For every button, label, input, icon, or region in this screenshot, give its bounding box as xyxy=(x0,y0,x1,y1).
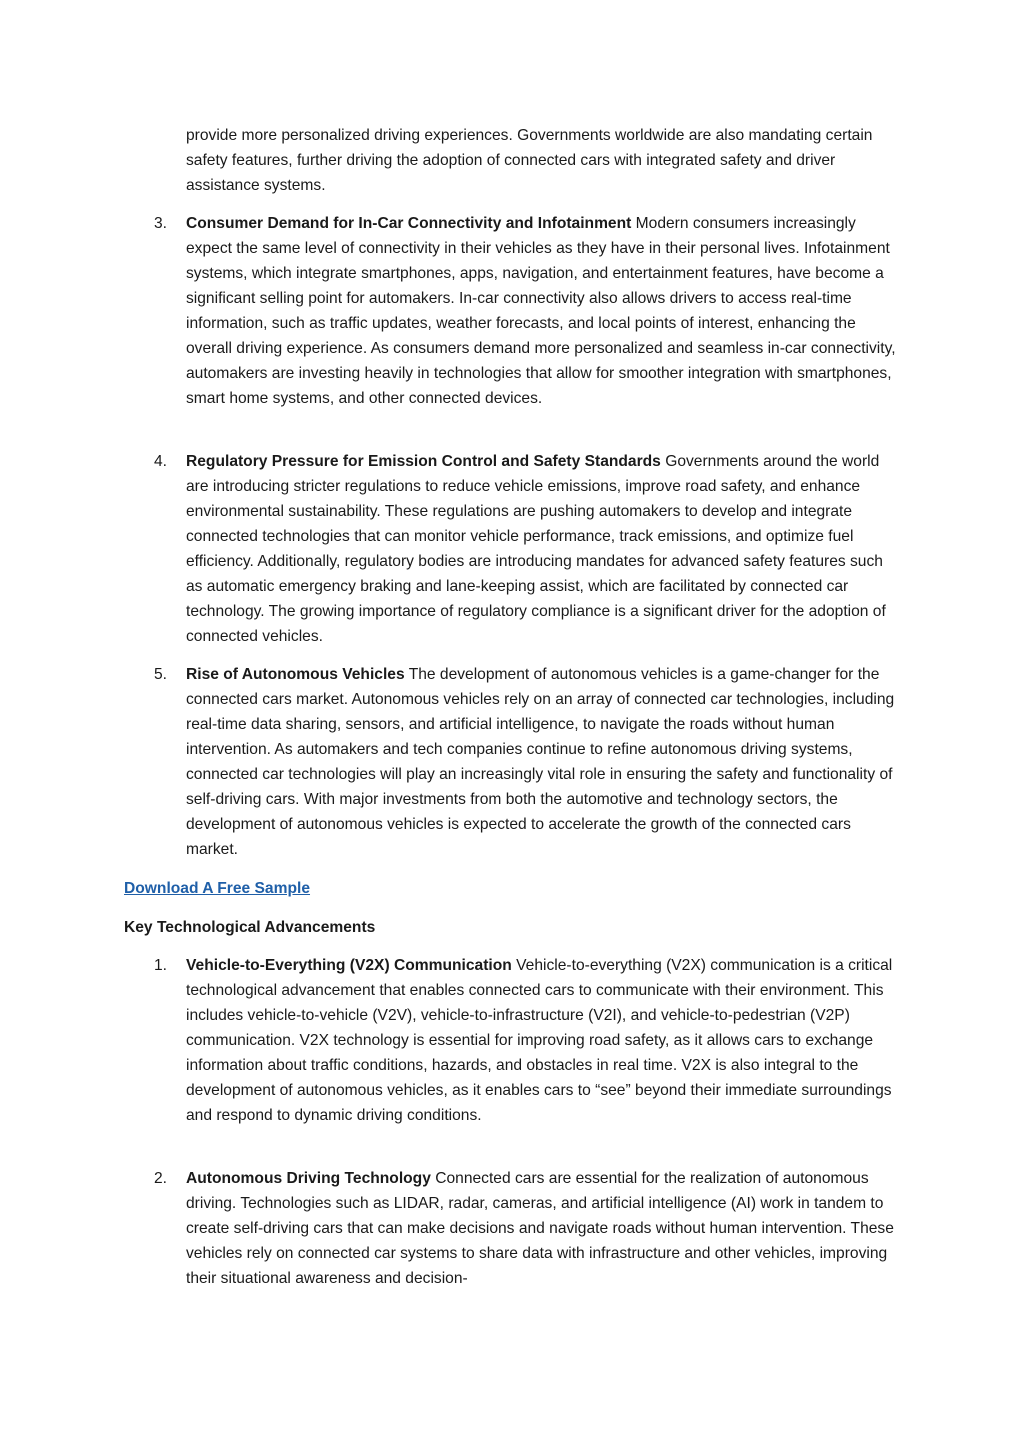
list-item-text xyxy=(186,662,902,862)
list-item-text xyxy=(186,449,902,649)
continuation-paragraph: provide more personalized driving experiences. Governments worldwide are also mandating certain safety features, further driving the adoption of connected cars with integrated safety and driver assistance systems. xyxy=(186,127,873,194)
list-item-title: Vehicle-to-Everything (V2X) Communication xyxy=(186,957,512,974)
list-item-title: Autonomous Driving Technology xyxy=(186,1170,431,1187)
list-item-body: Vehicle-to-everything (V2X) communication is a critical technological advancement that enables connected cars to communicate with their environment. This includes vehicle-to-vehicle (V2V), vehicle-to-infrastructure (V2I), and vehicle-to-pedestrian (V2P) communication. V2X technology is essential for improving road safety, as it allows cars to exchange information about traffic conditions, hazards, and obstacles in real time. V2X is also integral to the development of autonomous vehicles, as it enables cars to “see” beyond their immediate surroundings and respond to dynamic driving conditions. xyxy=(186,957,893,1124)
list-item-text xyxy=(186,1166,902,1291)
list-item-text xyxy=(186,211,902,411)
list-number: 5. xyxy=(154,666,168,683)
list-item-body: Governments around the world are introducing stricter regulations to reduce vehicle emissions, improve road safety, and enhance environmental sustainability. These regulations are pushing automakers to develop and integrate connected technologies that can monitor vehicle performance, track emissions, and optimize fuel efficiency. Additionally, regulatory bodies are introducing mandates for advanced safety features such as automatic emergency braking and lane-keeping assist, which are facilitated by connected car technology. The growing importance of regulatory compliance is a significant driver for the adoption of connected vehicles. xyxy=(186,453,886,645)
list-item-title: Consumer Demand for In-Car Connectivity and Infotainment xyxy=(186,215,632,232)
list-number: 4. xyxy=(154,453,168,470)
section-heading: Key Technological Advancements xyxy=(124,919,376,936)
list-number: 1. xyxy=(154,957,168,974)
list-item-title: Rise of Autonomous Vehicles xyxy=(186,666,405,683)
list-item-text xyxy=(186,953,902,1128)
list-item-body: Connected cars are essential for the realization of autonomous driving. Technologies such as LIDAR, radar, cameras, and artificial intelligence (AI) work in tandem to create self-driving cars that can make decisions and navigate roads without human intervention. These vehicles rely on connected car systems to share data with infrastructure and other vehicles, improving their situational awareness and decision- xyxy=(186,1170,894,1287)
list-item-body: Modern consumers increasingly expect the same level of connectivity in their vehicles as they have in their personal lives. Infotainment systems, which integrate smartphones, apps, navigation, and entertainment features, have become a significant selling point for automakers. In-car connectivity also allows drivers to access real-time information, such as traffic updates, weather forecasts, and local points of interest, enhancing the overall driving experience. As consumers demand more personalized and seamless in-car connectivity, automakers are investing heavily in technologies that allow for smoother integration with smartphones, smart home systems, and other connected devices. xyxy=(186,215,896,407)
list-number: 2. xyxy=(154,1170,168,1187)
list-number: 3. xyxy=(154,215,168,232)
list-item-body: The development of autonomous vehicles is a game-changer for the connected cars market. Autonomous vehicles rely on an array of connected car technologies, including real-time data sharing, sensors, and artificial intelligence, to navigate the roads without human intervention. As automakers and tech companies continue to refine autonomous driving systems, connected car technologies will play an increasingly vital role in ensuring the safety and functionality of self-driving cars. With major investments from both the automotive and technology sectors, the development of autonomous vehicles is expected to accelerate the growth of the connected cars market. xyxy=(186,666,895,858)
list-item-title: Regulatory Pressure for Emission Control and Safety Standards xyxy=(186,453,661,470)
download-sample-link[interactable]: Download A Free Sample xyxy=(124,880,311,897)
